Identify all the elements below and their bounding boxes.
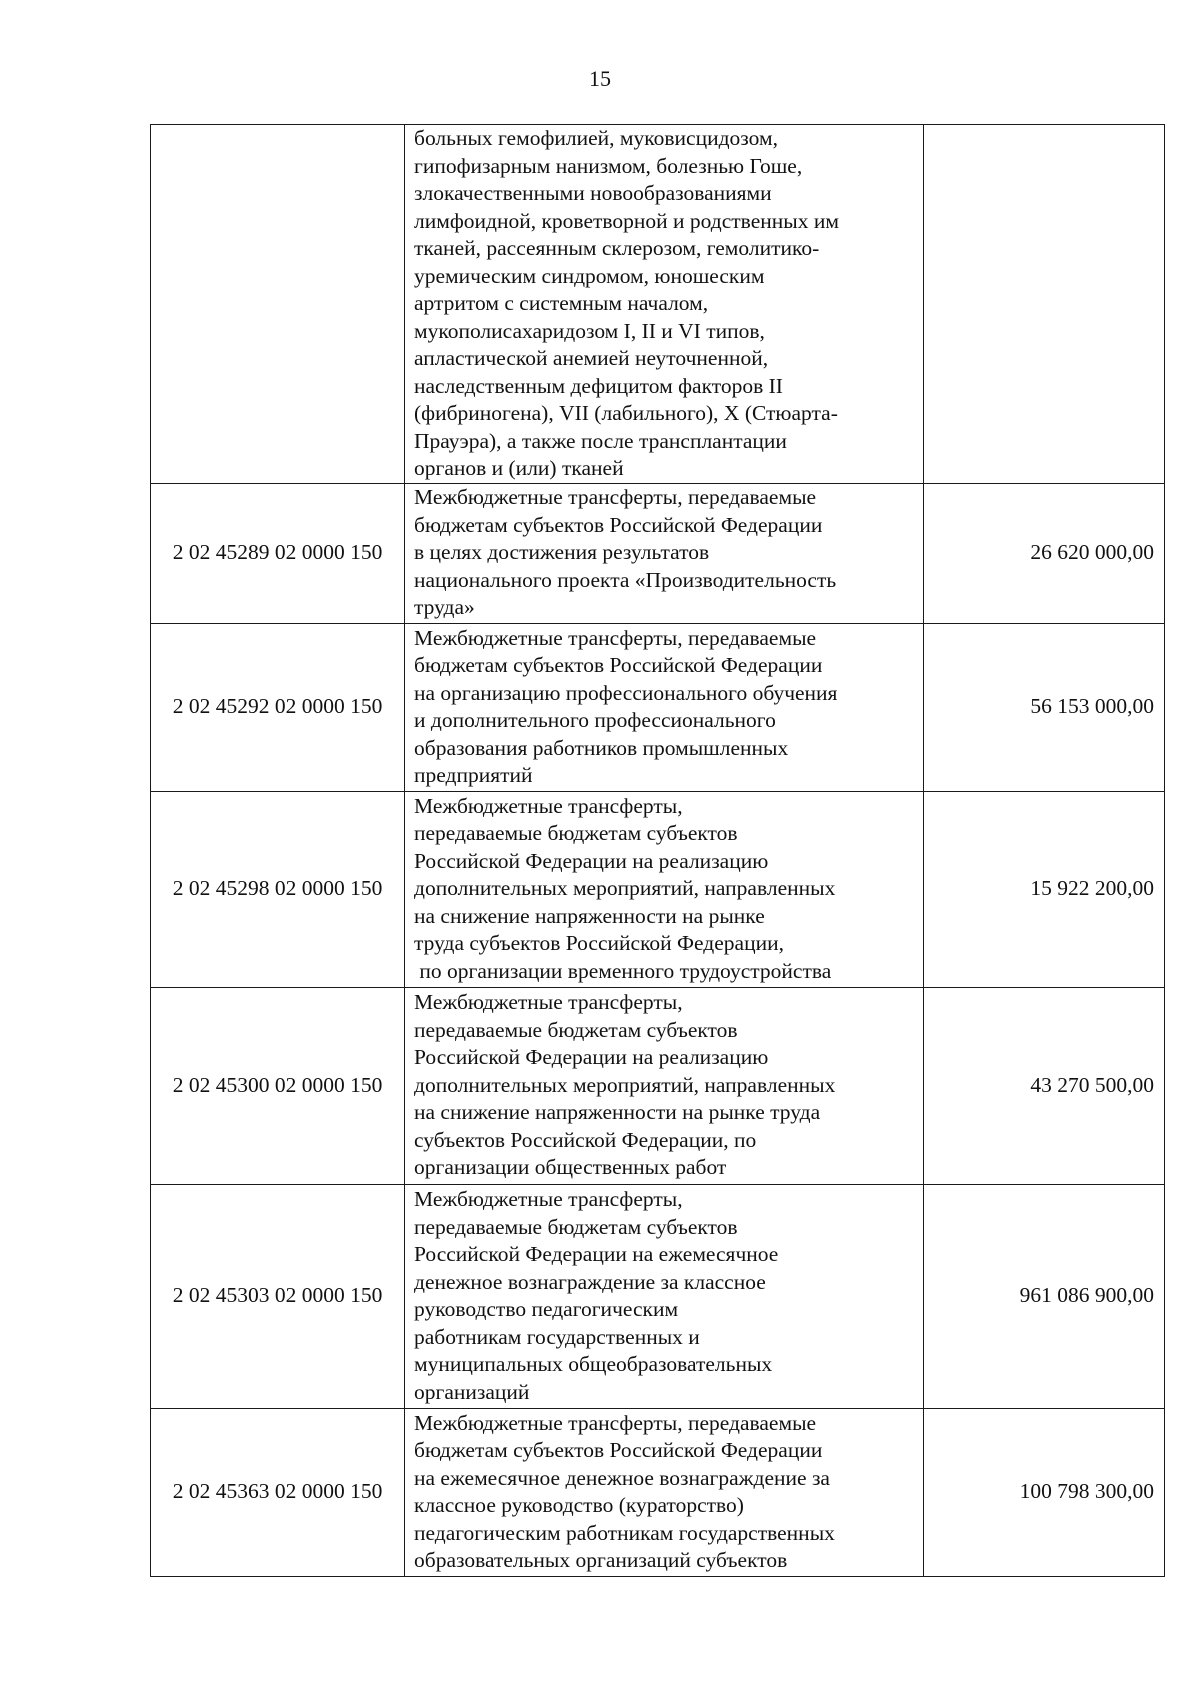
description-cell [405,1408,924,1576]
description-cell [405,125,924,484]
table-row [151,623,1165,791]
description-line: на снижение напряженности на рынке труда [414,1100,821,1125]
amount-cell: 961 086 900,00 [924,1184,1165,1408]
description-line: лимфоидной, кроветворной и родственных им [414,208,839,233]
description-line: в целях достижения результатов [414,540,710,565]
description-cell [405,987,924,1184]
description-cell [405,791,924,987]
description-line: гипофизарным нанизмом, болезнью Гоше, [414,153,803,178]
description-line: дополнительных мероприятий, направленных [414,1072,836,1097]
description-line: передаваемые бюджетам субъектов [414,821,738,846]
description-line: (фибриногена), VII (лабильного), X (Стюарта- [414,401,838,425]
amount-cell: 15 922 200,00 [924,791,1165,987]
budget-code-cell: 2 02 45303 02 0000 150 [151,1184,405,1408]
description-cell [405,483,924,623]
amount-cell: 43 270 500,00 [924,987,1165,1184]
description-line: классное руководство (кураторство) [414,1493,744,1517]
table-row [151,1184,1165,1408]
description-line: образовательных организаций субъектов [414,1548,788,1572]
description-line: и дополнительного профессионального [414,708,776,732]
description-line: мукополисахаридозом I, II и VI типов, [414,318,765,343]
description-line: бюджетам субъектов Российской Федерации [414,653,823,677]
budget-code-cell: 2 02 45289 02 0000 150 [151,483,405,623]
description-line: субъектов Российской Федерации, по [414,1127,757,1152]
description-line: денежное вознаграждение за классное [414,1269,766,1294]
description-line: больных гемофилией, муковисцидозом, [414,126,778,150]
description-line: муниципальных общеобразовательных [414,1352,773,1376]
description-line: Межбюджетные трансферты, передаваемые [414,625,817,650]
budget-table [150,124,1165,1577]
description-line: на организацию профессионального обучения [414,680,838,705]
table-row [151,125,1165,484]
description-line: передаваемые бюджетам субъектов [414,1017,738,1042]
description-line: национального проекта «Производительность [414,567,837,592]
description-line: образования работников промышленных [414,735,789,760]
description-line: Российской Федерации на реализацию [414,848,769,873]
description-line: Прауэра), а также после трансплантации [414,428,787,453]
description-line: организации общественных работ [414,1155,727,1180]
description-line: злокачественными новообразованиями [414,181,772,205]
description-line: Межбюджетные трансферты, [414,793,683,818]
description-line: руководство педагогическим [414,1297,679,1321]
description-line: по организации временного трудоустройства [414,958,832,983]
page-number: 15 [589,66,611,91]
description-line: наследственным дефицитом факторов II [414,373,783,398]
description-line: труда» [414,595,475,620]
budget-code-cell [151,125,405,484]
description-line: труда субъектов Российской Федерации, [414,931,784,956]
description-line: предприятий [414,763,533,787]
budget-code-cell: 2 02 45298 02 0000 150 [151,791,405,987]
description-line: Российской Федерации на реализацию [414,1045,769,1070]
description-line: Межбюджетные трансферты, [414,1187,683,1211]
description-line: передаваемые бюджетам субъектов [414,1214,738,1239]
description-line: на ежемесячное денежное вознаграждение за [414,1465,830,1490]
description-line: апластической анемией неуточненной, [414,346,769,370]
description-line: Межбюджетные трансферты, передаваемые [414,485,817,510]
description-line: на снижение напряженности на рынке [414,903,765,928]
table-row [151,483,1165,623]
description-line: бюджетам субъектов Российской Федерации [414,512,823,537]
description-line: бюджетам субъектов Российской Федерации [414,1438,823,1462]
description-cell [405,623,924,791]
description-line: органов и (или) тканей [414,456,624,480]
amount-cell: 26 620 000,00 [924,483,1165,623]
description-line: Межбюджетные трансферты, [414,990,683,1015]
table-row [151,1408,1165,1576]
description-cell [405,1184,924,1408]
description-line: тканей, рассеянным склерозом, гемолитико- [414,236,820,260]
budget-code-cell: 2 02 45363 02 0000 150 [151,1408,405,1576]
description-line: дополнительных мероприятий, направленных [414,876,836,901]
description-line: артритом с системным началом, [414,291,709,315]
budget-code-cell: 2 02 45300 02 0000 150 [151,987,405,1184]
description-line: уремическим синдромом, юношеским [414,263,765,288]
description-line: работникам государственных и [414,1324,700,1349]
description-line: Межбюджетные трансферты, передаваемые [414,1410,817,1435]
description-line: организаций [414,1379,530,1404]
table-row [151,791,1165,987]
amount-cell: 56 153 000,00 [924,623,1165,791]
amount-cell: 100 798 300,00 [924,1408,1165,1576]
description-line: Российской Федерации на ежемесячное [414,1242,779,1266]
table-row [151,987,1165,1184]
amount-cell [924,125,1165,484]
budget-code-cell: 2 02 45292 02 0000 150 [151,623,405,791]
description-line: педагогическим работникам государственных [414,1520,835,1545]
